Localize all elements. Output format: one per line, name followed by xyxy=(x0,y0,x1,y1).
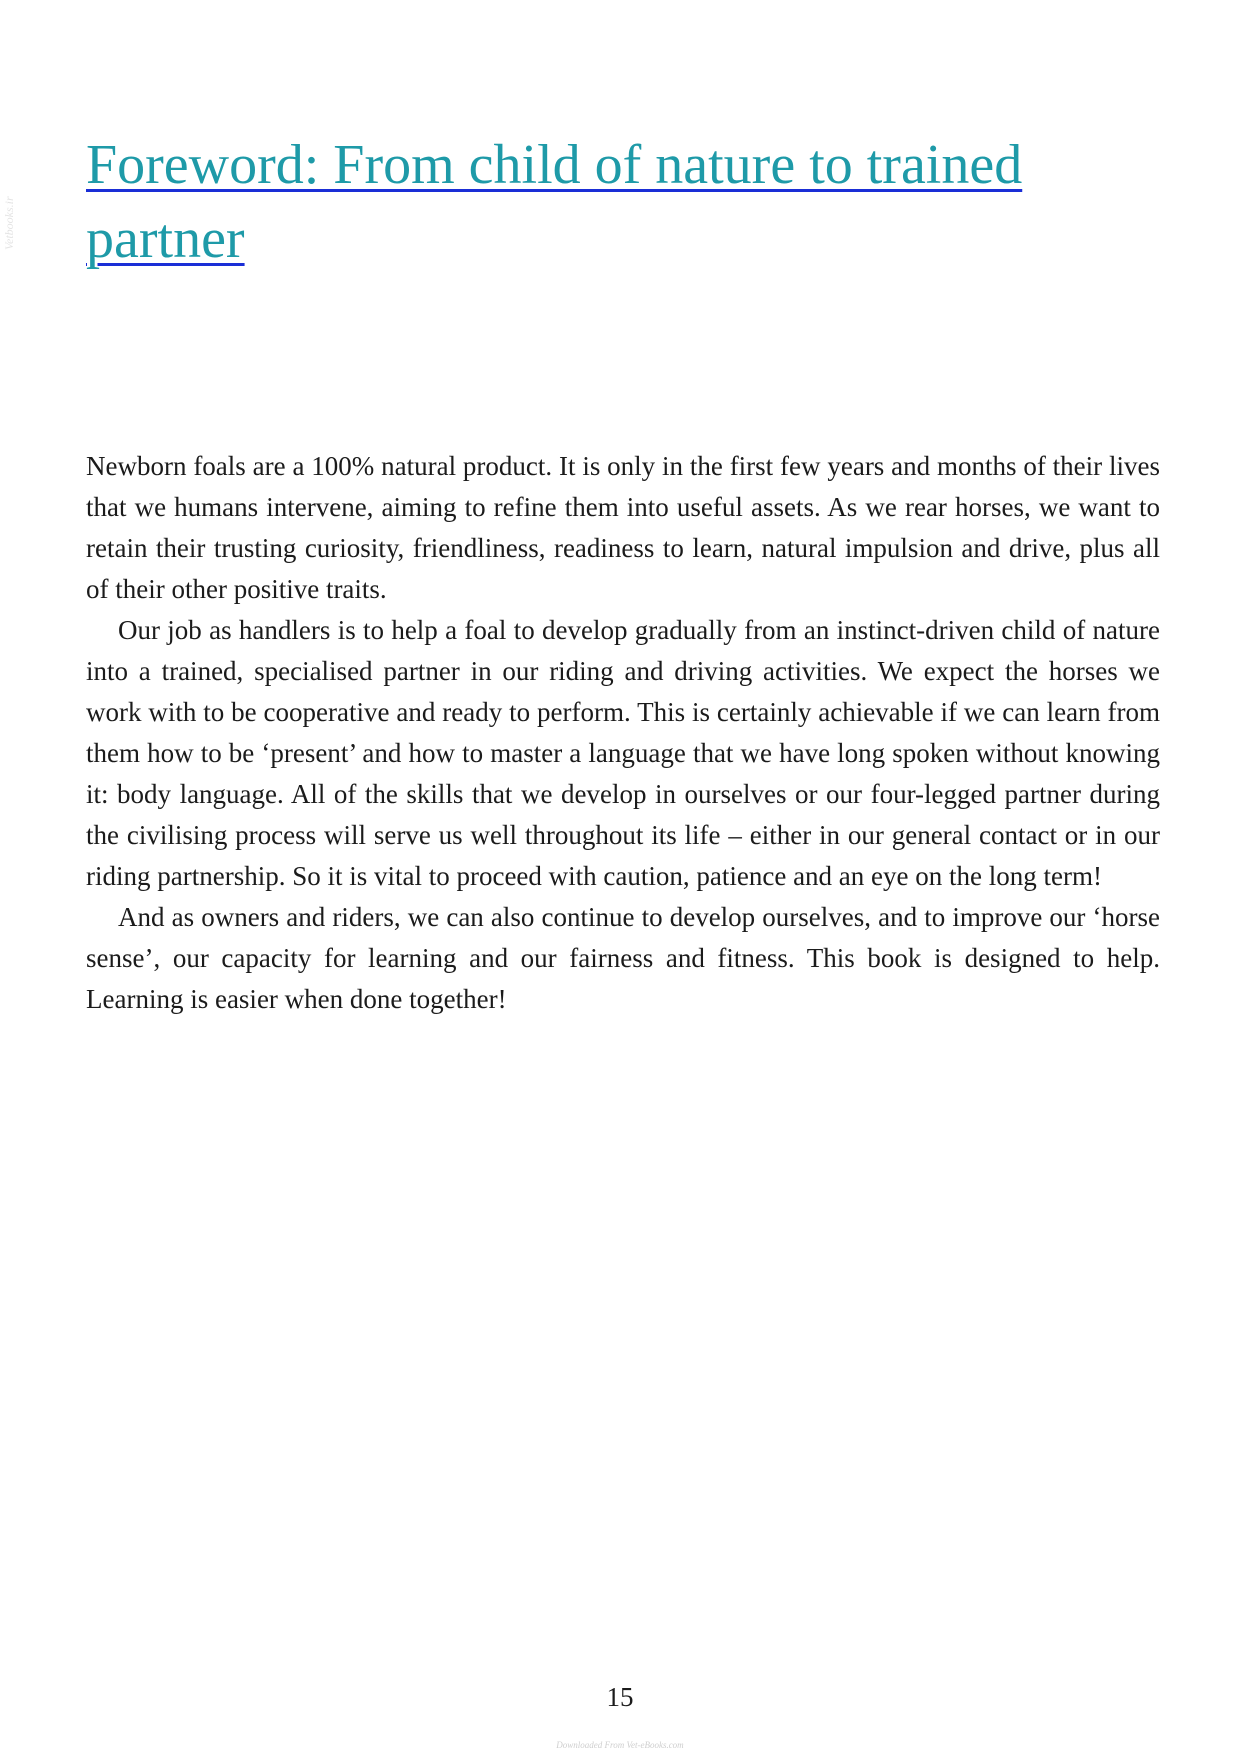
side-watermark: Vetbooks.ir xyxy=(2,196,16,250)
footer-watermark: Downloaded From Vet-eBooks.com xyxy=(556,1740,684,1750)
body-text xyxy=(86,446,1160,1020)
paragraph: Newborn foals are a 100% natural product. It is only in the first few years and months of their lives that we humans intervene, aiming to refine them into useful assets. As we rear horses, we want to retain their trusting curiosity, friendliness, readiness to learn, natural impulsion and drive, plus all of their other positive traits. xyxy=(86,451,1160,604)
paragraph: And as owners and riders, we can also continue to develop ourselves, and to improve our ‘horse sense’, our capacity for learning and our fairness and fitness. This book is designed to help. Learning is easier when done together! xyxy=(86,902,1160,1014)
paragraph: Our job as handlers is to help a foal to develop gradually from an instinct-driven child of nature into a trained, specialised partner in our riding and driving activities. We expect the horses we work with to be cooperative and ready to perform. This is certainly achievable if we can learn from them how to be ‘present’ and how to master a language that we have long spoken without knowing it: body language. All of the skills that we develop in ourselves or our four-legged partner during the civilising process will serve us well throughout its life – either in our general contact or in our riding partnership. So it is vital to proceed with caution, patience and an eye on the long term! xyxy=(86,615,1160,891)
chapter-title-link[interactable]: Foreword: From child of nature to trained partner xyxy=(86,134,1023,270)
chapter-title xyxy=(86,128,1166,276)
page-number: 15 xyxy=(606,1682,634,1712)
